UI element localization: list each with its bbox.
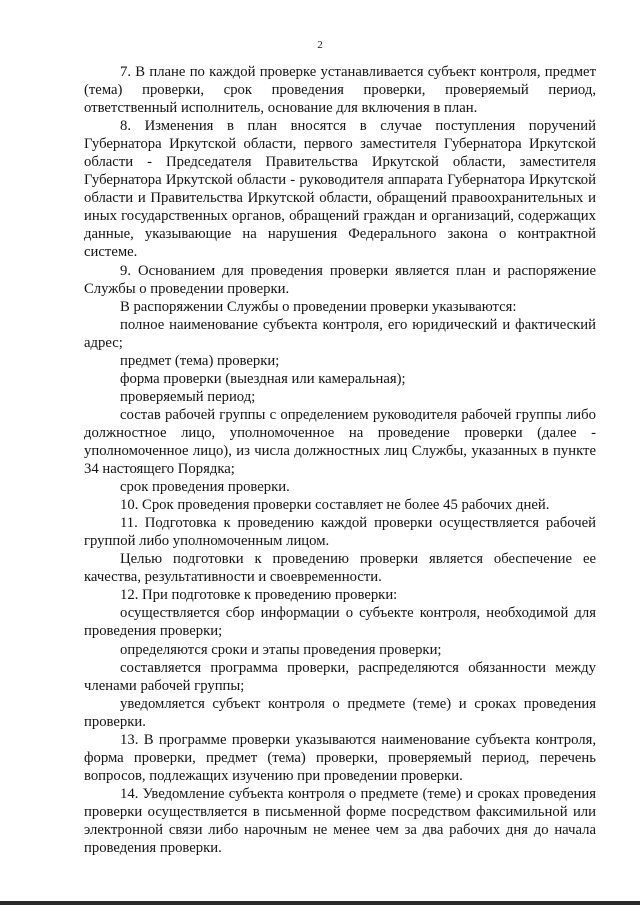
paragraph-11: 11. Подготовка к проведению каждой проверки осуществляется рабочей группой либо уполномоченным лицом. bbox=[84, 515, 596, 550]
order-contents-intro: В распоряжении Службы о проведении проверки указываются: bbox=[120, 298, 517, 315]
list-item-full-name: полное наименование субъекта контроля, его юридический и фактический адрес; bbox=[84, 316, 596, 351]
paragraph-10: 10. Срок проведения проверки составляет не более 45 рабочих дней. bbox=[120, 497, 550, 514]
paragraph-7: 7. В плане по каждой проверке устанавливается субъект контроля, предмет (тема) проверки, срок проведения проверки, проверяемый период, ответственный исполнитель, основание для включения в план. bbox=[84, 64, 596, 117]
list-item-subject: предмет (тема) проверки; bbox=[120, 352, 280, 369]
preparation-goal: Целью подготовки к проведению проверки является обеспечение ее качества, результативности и своевременности. bbox=[84, 551, 596, 586]
list-item-info-collection: осуществляется сбор информации о субъекте контроля, необходимой для проведения проверки; bbox=[84, 605, 596, 640]
paragraph-13: 13. В программе проверки указываются наименование субъекта контроля, форма проверки, предмет (тема) проверки, проверяемый период, перечень вопросов, подлежащих изучению при проведении проверки. bbox=[84, 731, 596, 784]
list-item-program: составляется программа проверки, распределяются обязанности между членами рабочей группы; bbox=[84, 659, 596, 694]
list-item-period: проверяемый период; bbox=[120, 388, 256, 405]
list-item-working-group: состав рабочей группы с определением руководителя рабочей группы либо должностное лицо, уполномоченное на проведение проверки (далее - уполномоченное лицо), из числа должностных лиц Службы, указанных в пункте 34 настоящего Порядка; bbox=[84, 406, 596, 478]
paragraph-14: 14. Уведомление субъекта контроля о предмете (теме) и сроках проведения проверки осуществляется в письменной форме посредством факсимильной или электронной связи либо нарочным не менее чем за два рабочих дня до начала проведения проверки. bbox=[84, 785, 596, 857]
paragraph-8: 8. Изменения в план вносятся в случае поступления поручений Губернатора Иркутской области, первого заместителя Губернатора Иркутской области - Председателя Правительства Иркутской области, заместителя Губернатора Иркутской области - руководителя аппарата Губернатора Иркутской области и Правительства Иркутской области, обращений правоохранительных и иных государственных органов, обращений граждан и организаций, содержащих данные, указывающие на нарушения Федерального закона о контрактной системе. bbox=[84, 118, 596, 261]
paragraph-9: 9. Основанием для проведения проверки является план и распоряжение Службы о проведении проверки. bbox=[84, 262, 596, 297]
page-number: 2 bbox=[317, 39, 323, 51]
document-body bbox=[84, 63, 596, 857]
paragraph-12: 12. При подготовке к проведению проверки: bbox=[120, 587, 398, 604]
list-item-form: форма проверки (выездная или камеральная); bbox=[120, 370, 406, 387]
scan-bottom-edge bbox=[0, 901, 640, 905]
list-item-stages: определяются сроки и этапы проведения проверки; bbox=[120, 641, 442, 658]
list-item-term: срок проведения проверки. bbox=[120, 479, 290, 496]
list-item-notification: уведомляется субъект контроля о предмете (теме) и сроках проведения проверки. bbox=[84, 695, 596, 730]
